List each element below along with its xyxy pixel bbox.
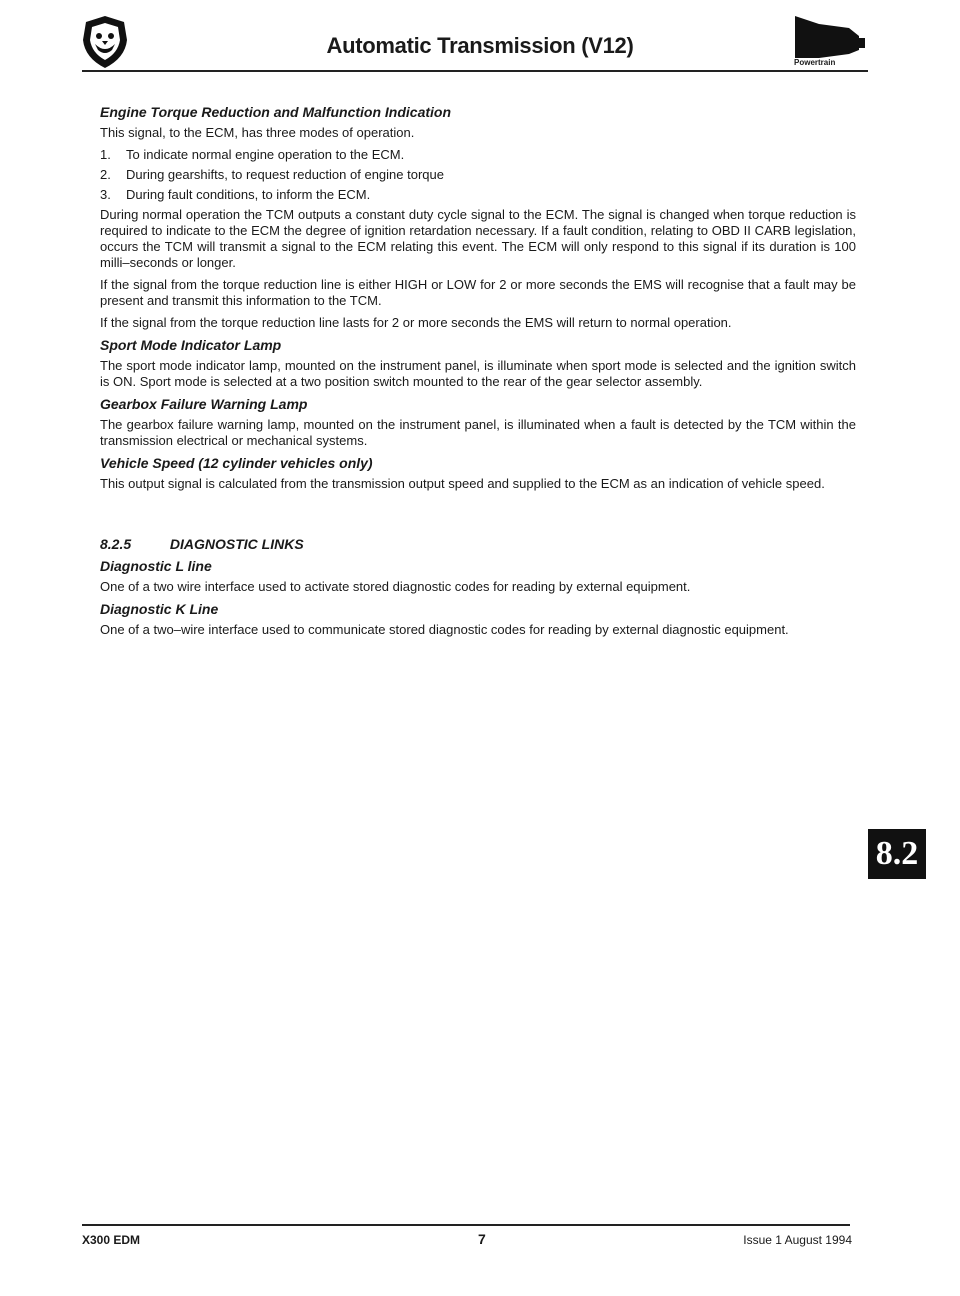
paragraph: If the signal from the torque reduction line is either HIGH or LOW for 2 or more seconds the EMS will recognise that a fault may be present and transmit this information to the TCM. xyxy=(100,277,856,308)
list-number: 1. xyxy=(100,147,111,162)
paragraph: During normal operation the TCM outputs a constant duty cycle signal to the ECM. The signal is changed when torque reduction is required to indicate to the ECM the degree of ignition retardation necessary. If a fault condition, relating to OBD II CARB legislation, occurs the TCM will transmit a signal to the ECM relating this event. The ECM will only respond to this signal if its duration is 100 milli–seconds or longer. xyxy=(100,207,856,270)
heading-sport-mode: Sport Mode Indicator Lamp xyxy=(100,337,282,353)
paragraph: If the signal from the torque reduction line lasts for 2 or more seconds the EMS will return to normal operation. xyxy=(100,315,732,330)
paragraph: This signal, to the ECM, has three modes of operation. xyxy=(100,125,415,140)
section-number: 8.2.5 xyxy=(100,536,132,552)
footer-issue: Issue 1 August 1994 xyxy=(743,1233,852,1247)
paragraph: The sport mode indicator lamp, mounted on the instrument panel, is illuminate when sport mode is selected and the ignition switch is ON. Sport mode is selected at a two position switch mounted to the rear of the gear selector assembly. xyxy=(100,358,856,389)
section-tab: 8.2 xyxy=(868,829,926,879)
page-title: Automatic Transmission (V12) xyxy=(326,33,634,58)
footer-page-number: 7 xyxy=(478,1231,486,1247)
list-text: During fault conditions, to inform the ECM. xyxy=(126,187,371,202)
list-item xyxy=(100,167,856,183)
paragraph: One of a two wire interface used to activate stored diagnostic codes for reading by external equipment. xyxy=(100,579,691,594)
paragraph: This output signal is calculated from the transmission output speed and supplied to the ECM as an indication of vehicle speed. xyxy=(100,476,825,491)
footer-doc-code: X300 EDM xyxy=(82,1233,141,1247)
list-number: 2. xyxy=(100,167,111,182)
heading-gearbox-failure: Gearbox Failure Warning Lamp xyxy=(100,396,308,412)
list-item xyxy=(100,147,856,163)
header-rule xyxy=(82,70,868,72)
section-logo-label: Powertrain xyxy=(794,58,836,67)
footer-rule xyxy=(82,1224,850,1226)
section-heading-diagnostic-links xyxy=(100,536,856,552)
list-text: To indicate normal engine operation to the ECM. xyxy=(126,147,405,162)
section-title: DIAGNOSTIC LINKS xyxy=(169,536,304,552)
paragraph: The gearbox failure warning lamp, mounted on the instrument panel, is illuminated when a fault is detected by the TCM within the transmission electrical or mechanical systems. xyxy=(100,417,856,448)
heading-torque-reduction: Engine Torque Reduction and Malfunction Indication xyxy=(100,104,452,120)
list-text: During gearshifts, to request reduction of engine torque xyxy=(126,167,444,182)
heading-diagnostic-k-line: Diagnostic K Line xyxy=(100,601,219,617)
list-item xyxy=(100,187,856,203)
heading-diagnostic-l-line: Diagnostic L line xyxy=(100,558,212,574)
paragraph: One of a two–wire interface used to communicate stored diagnostic codes for reading by external diagnostic equipment. xyxy=(100,622,789,637)
document-body xyxy=(100,104,856,644)
list-number: 3. xyxy=(100,187,111,202)
heading-vehicle-speed: Vehicle Speed (12 cylinder vehicles only) xyxy=(100,455,373,471)
